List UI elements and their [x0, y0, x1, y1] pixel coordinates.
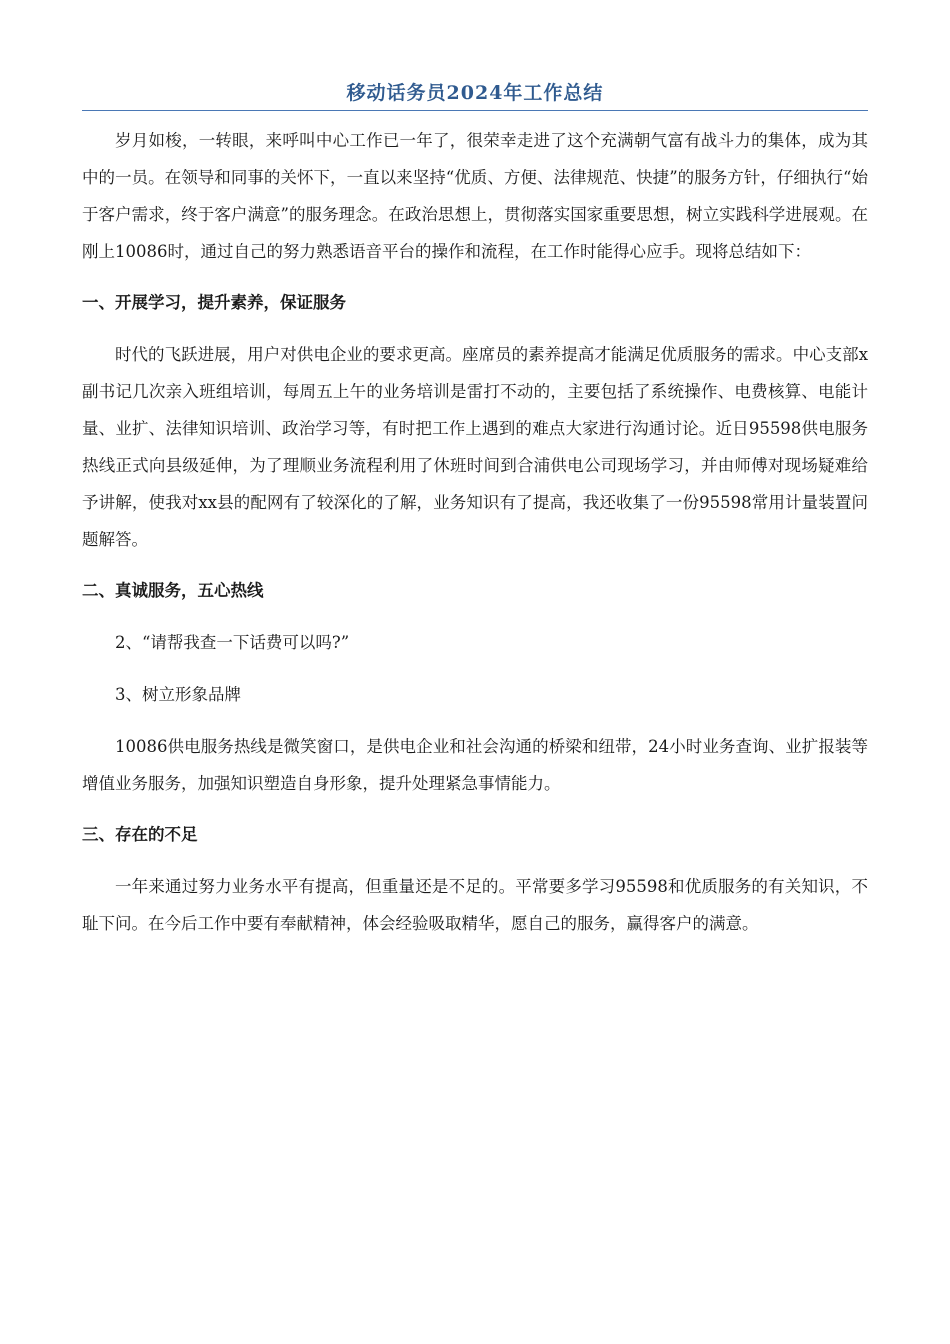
section-2-paragraph-1: 2、“请帮我查一下话费可以吗?”	[115, 633, 350, 652]
intro-paragraph: 岁月如梭，一转眼，来呼叫中心工作已一年了，很荣幸走进了这个充满朝气富有战斗力的集体，成为其中的一员。在领导和同事的关怀下，一直以来坚持“优质、方便、法律规范、快捷”的服务方针，仔细执行“始于客户需求，终于客户满意”的服务理念。在政治思想上，贯彻落实国家重要思想，树立实践科学进展观。在刚上10086时，通过自己的努力熟悉语音平台的操作和流程，在工作时能得心应手。现将总结如下：	[82, 131, 868, 261]
section-heading-3: 三、存在的不足	[82, 825, 198, 844]
section-heading-2: 二、真诚服务，五心热线	[82, 581, 264, 600]
document-title: 移动话务员2024年工作总结	[82, 78, 868, 111]
section-1-paragraph-1: 时代的飞跃进展，用户对供电企业的要求更高。座席员的素养提高才能满足优质服务的需求。中心支部x副书记几次亲入班组培训，每周五上午的业务培训是雷打不动的，主要包括了系统操作、电费核算、电能计量、业扩、法律知识培训、政治学习等，有时把工作上遇到的难点大家进行沟通讨论。近日95598供电服务热线正式向县级延伸，为了理顺业务流程利用了休班时间到合浦供电公司现场学习，并由师傅对现场疑难给予讲解，使我对xx县的配网有了较深化的了解，业务知识有了提高，我还收集了一份95598常用计量装置问题解答。	[82, 345, 868, 549]
section-3-paragraph-1: 一年来通过努力业务水平有提高，但重量还是不足的。平常要多学习95598和优质服务的有关知识，不耻下问。在今后工作中要有奉献精神，体会经验吸取精华，愿自己的服务，赢得客户的满意。	[82, 877, 868, 933]
section-2-paragraph-3: 10086供电服务热线是微笑窗口，是供电企业和社会沟通的桥梁和纽带，24小时业务查询、业扩报装等增值业务服务，加强知识塑造自身形象，提升处理紧急事情能力。	[82, 737, 868, 793]
section-heading-1: 一、开展学习，提升素养，保证服务	[82, 293, 346, 312]
document-page	[82, 78, 868, 942]
section-2-paragraph-2: 3、树立形象品牌	[115, 685, 241, 704]
